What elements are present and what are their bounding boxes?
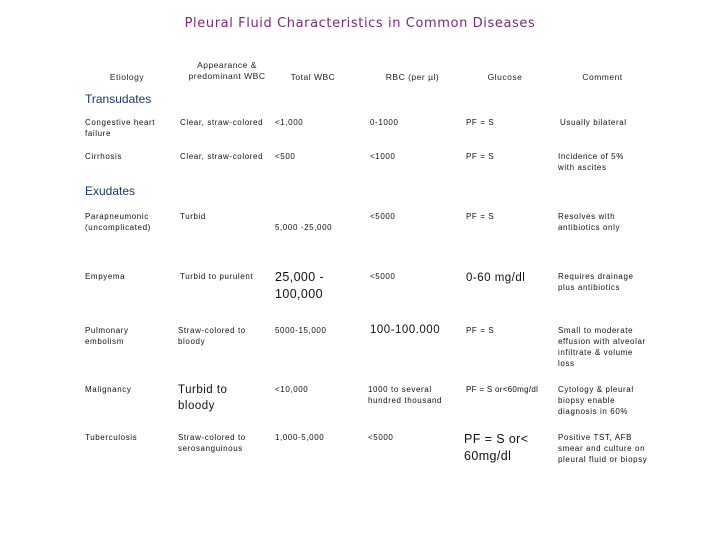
- row-cirrhosis-rbc: <1000: [370, 152, 396, 161]
- row-parapneumonic-comment: Resolves with antibiotics only: [558, 212, 621, 232]
- row-cirrhosis-comment: Incidence of 5% with ascites: [558, 152, 624, 172]
- row-pe-rbc: 100-100.000: [370, 324, 441, 336]
- row-empyema-wbc: 25,000 - 100,000: [275, 270, 325, 301]
- row-empyema-comment: Requires drainage plus antibiotics: [558, 272, 634, 292]
- header-etiology: Etiology: [109, 72, 145, 82]
- row-empyema-appearance: Turbid to purulent: [180, 272, 254, 281]
- row-cirrhosis-wbc: <500: [275, 152, 296, 161]
- row-pe-glucose: PF = S: [466, 326, 495, 335]
- row-parapneumonic-glucose: PF = S: [466, 212, 495, 221]
- section-transudates: Transudates: [85, 92, 152, 106]
- header-appearance: Appearance & predominant WBC: [188, 60, 266, 81]
- row-pe-wbc: 5000-15,000: [275, 326, 327, 335]
- row-malignancy-glucose: PF = S or<60mg/dl: [466, 385, 539, 394]
- row-tb-wbc: 1,000-5,000: [275, 433, 325, 442]
- row-parapneumonic-rbc: <5000: [370, 212, 396, 221]
- row-empyema-glucose: 0-60 mg/dl: [466, 272, 526, 284]
- row-malignancy-wbc: <10,000: [275, 385, 309, 394]
- row-chf-rbc: 0-1000: [370, 118, 399, 127]
- page-title: Pleural Fluid Characteristics in Common Diseases: [184, 16, 536, 31]
- row-pe-comment: Small to moderate effusion with alveolar infiltrate & volume loss: [558, 326, 646, 368]
- row-tb-rbc: <5000: [368, 433, 394, 442]
- row-tb-appearance: Straw-colored to serosanguinous: [178, 433, 246, 453]
- row-chf-comment: Usually bilateral: [560, 118, 627, 127]
- row-empyema-etiology: Empyema: [85, 272, 126, 281]
- row-tb-etiology: Tuberculosis: [85, 433, 138, 442]
- row-cirrhosis-etiology: Cirrhosis: [85, 152, 122, 161]
- row-chf-glucose: PF = S: [466, 118, 495, 127]
- row-empyema-rbc: <5000: [370, 272, 396, 281]
- row-parapneumonic-wbc: 5,000 -25,000: [275, 223, 333, 232]
- row-chf-etiology: Congestive heart failure: [85, 118, 156, 138]
- row-pe-appearance: Straw-colored to bloody: [178, 326, 246, 346]
- header-rbc: RBC (per µl): [385, 72, 440, 82]
- header-comment: Comment: [582, 72, 623, 82]
- row-chf-wbc: <1,000: [275, 118, 304, 127]
- row-cirrhosis-glucose: PF = S: [466, 152, 495, 161]
- row-malignancy-etiology: Malignancy: [85, 385, 132, 394]
- row-chf-appearance: Clear, straw-colored: [180, 118, 264, 127]
- row-cirrhosis-appearance: Clear, straw-colored: [180, 152, 264, 161]
- row-tb-glucose: PF = S or< 60mg/dl: [464, 432, 529, 463]
- header-total-wbc: Total WBC: [290, 72, 336, 82]
- row-tb-comment: Positive TST, AFB smear and culture on pleural fluid or biopsy: [558, 433, 648, 464]
- row-malignancy-comment: Cytology & pleural biopsy enable diagnosis in 60%: [558, 385, 634, 416]
- row-pe-etiology: Pulmonary embolism: [85, 326, 129, 346]
- section-exudates: Exudates: [85, 184, 136, 198]
- row-parapneumonic-appearance: Turbid: [180, 212, 206, 221]
- row-malignancy-appearance: Turbid to bloody: [178, 384, 228, 412]
- row-malignancy-rbc: 1000 to several hundred thousand: [368, 385, 443, 405]
- header-glucose: Glucose: [487, 72, 523, 82]
- row-parapneumonic-etiology: Parapneumonic (uncomplicated): [85, 212, 151, 232]
